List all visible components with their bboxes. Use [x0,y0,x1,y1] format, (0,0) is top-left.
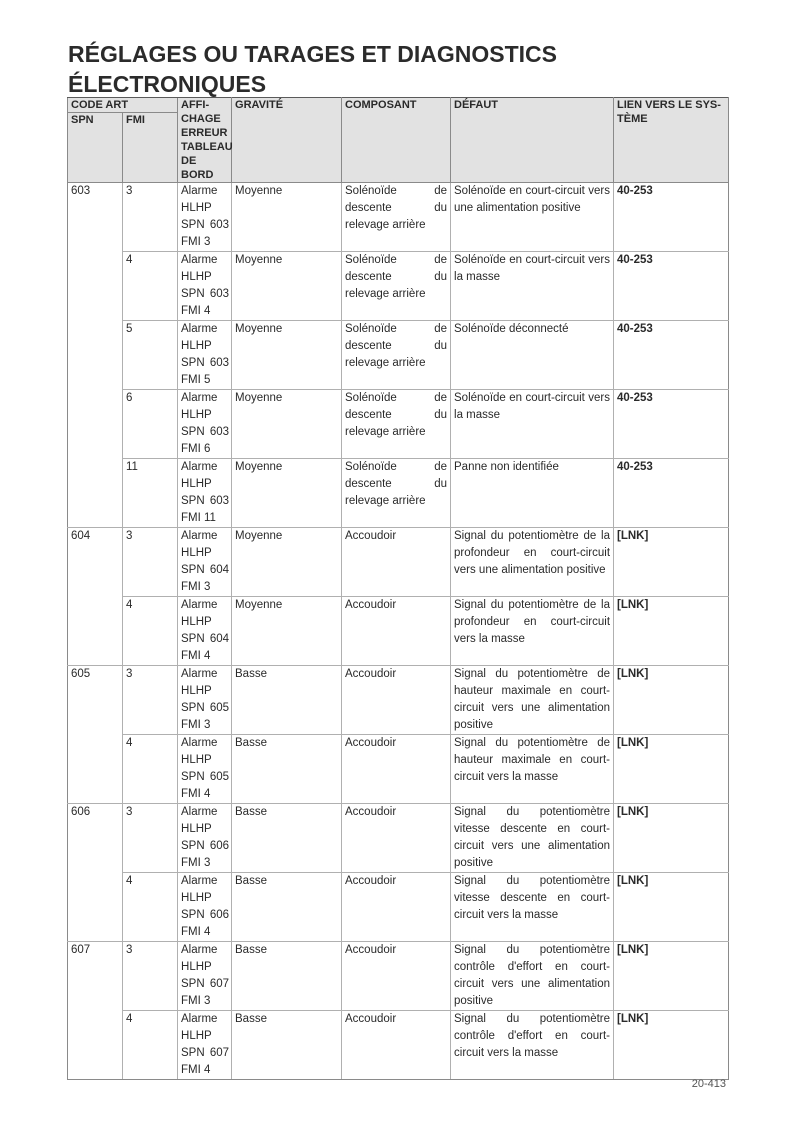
table-row [68,597,729,666]
affichage-cell: Alarme HLHP SPN 606 FMI 3 [178,804,232,873]
lien-cell: 40-253 [614,252,729,321]
affichage-cell: Alarme HLHP SPN 603 FMI 3 [178,183,232,252]
spn-cell: 607 [68,942,123,1080]
affichage-cell: Alarme HLHP SPN 603 FMI 5 [178,321,232,390]
defaut-cell: Signal du potentiomètre de hauteur maximale en court-circuit vers la masse [451,735,614,804]
gravite-cell: Basse [232,804,342,873]
header-gravite: GRAVITÉ [232,98,342,183]
affichage-cell: Alarme HLHP SPN 607 FMI 4 [178,1011,232,1080]
lien-cell: 40-253 [614,183,729,252]
composant-cell: Accoudoir [342,804,451,873]
gravite-cell: Moyenne [232,528,342,597]
lien-cell: [LNK] [614,1011,729,1080]
fmi-cell: 3 [123,666,178,735]
gravite-cell: Moyenne [232,183,342,252]
lien-cell: 40-253 [614,390,729,459]
affichage-cell: Alarme HLHP SPN 606 FMI 4 [178,873,232,942]
header-fmi: FMI [123,113,178,183]
defaut-cell: Signal du potentiomètre de la profondeur en court-circuit vers la masse [451,597,614,666]
spn-cell: 604 [68,528,123,666]
table-row [68,666,729,735]
defaut-cell: Signal du potentiomètre contrôle d'effort en court-circuit vers la masse [451,1011,614,1080]
table-body [68,183,729,1080]
fmi-cell: 4 [123,735,178,804]
defaut-cell: Solénoïde déconnecté [451,321,614,390]
gravite-cell: Moyenne [232,459,342,528]
affichage-cell: Alarme HLHP SPN 605 FMI 3 [178,666,232,735]
lien-cell: [LNK] [614,666,729,735]
table-row [68,735,729,804]
table-row [68,804,729,873]
defaut-cell: Signal du potentiomètre vitesse descente en court-circuit vers une alimentation positive [451,804,614,873]
page-title-line-2: ÉLECTRONIQUES [68,71,267,98]
composant-cell: Accoudoir [342,942,451,1011]
gravite-cell: Moyenne [232,252,342,321]
defaut-cell: Signal du potentiomètre de hauteur maximale en court-circuit vers une alimentation positive [451,666,614,735]
composant-cell: Accoudoir [342,873,451,942]
fmi-cell: 3 [123,528,178,597]
defaut-cell: Solénoïde en court-circuit vers la masse [451,252,614,321]
fmi-cell: 3 [123,183,178,252]
fmi-cell: 6 [123,390,178,459]
lien-cell: [LNK] [614,597,729,666]
page-number: 20-413 [691,1078,726,1090]
lien-cell: 40-253 [614,459,729,528]
header-affichage: AFFI- CHAGE ERREUR TABLEAU DE BORD [178,98,232,183]
gravite-cell: Moyenne [232,390,342,459]
fmi-cell: 4 [123,597,178,666]
table-row [68,183,729,252]
table-row [68,528,729,597]
composant-cell: Accoudoir [342,597,451,666]
header-code-art: CODE ART [68,98,178,113]
table-row [68,321,729,390]
table-row [68,459,729,528]
affichage-cell: Alarme HLHP SPN 604 FMI 4 [178,597,232,666]
affichage-cell: Alarme HLHP SPN 607 FMI 3 [178,942,232,1011]
composant-cell: Solénoïde de descente du relevage arrière [342,459,451,528]
lien-cell: [LNK] [614,873,729,942]
header-composant: COMPOSANT [342,98,451,183]
fmi-cell: 11 [123,459,178,528]
header-defaut: DÉFAUT [451,98,614,183]
composant-cell: Accoudoir [342,735,451,804]
composant-cell: Accoudoir [342,666,451,735]
composant-cell: Accoudoir [342,528,451,597]
affichage-cell: Alarme HLHP SPN 603 FMI 4 [178,252,232,321]
header-lien: LIEN VERS LE SYS- TÈME [614,98,729,183]
lien-cell: [LNK] [614,735,729,804]
composant-cell: Accoudoir [342,1011,451,1080]
page-title [68,39,728,99]
table-row [68,252,729,321]
composant-cell: Solénoïde de descente du relevage arrière [342,321,451,390]
fmi-cell: 4 [123,252,178,321]
lien-cell: [LNK] [614,804,729,873]
affichage-cell: Alarme HLHP SPN 603 FMI 6 [178,390,232,459]
affichage-cell: Alarme HLHP SPN 605 FMI 4 [178,735,232,804]
gravite-cell: Moyenne [232,321,342,390]
composant-cell: Solénoïde de descente du relevage arrière [342,183,451,252]
table-row [68,873,729,942]
fmi-cell: 4 [123,873,178,942]
gravite-cell: Basse [232,942,342,1011]
gravite-cell: Basse [232,1011,342,1080]
table-row [68,1011,729,1080]
composant-cell: Solénoïde de descente du relevage arrière [342,252,451,321]
gravite-cell: Basse [232,873,342,942]
table-row [68,390,729,459]
fmi-cell: 3 [123,942,178,1011]
defaut-cell: Panne non identifiée [451,459,614,528]
defaut-cell: Signal du potentiomètre contrôle d'effort en court-circuit vers une alimentation positive [451,942,614,1011]
affichage-cell: Alarme HLHP SPN 603 FMI 11 [178,459,232,528]
table-header-row-1 [68,98,729,113]
defaut-cell: Signal du potentiomètre de la profondeur en court-circuit vers une alimentation positive [451,528,614,597]
affichage-cell: Alarme HLHP SPN 604 FMI 3 [178,528,232,597]
table-row [68,942,729,1011]
gravite-cell: Basse [232,735,342,804]
lien-cell: 40-253 [614,321,729,390]
gravite-cell: Moyenne [232,597,342,666]
spn-cell: 605 [68,666,123,804]
header-spn: SPN [68,113,123,183]
lien-cell: [LNK] [614,942,729,1011]
composant-cell: Solénoïde de descente du relevage arrière [342,390,451,459]
spn-cell: 603 [68,183,123,528]
fmi-cell: 4 [123,1011,178,1080]
page-title-line-1: RÉGLAGES OU TARAGES ET DIAGNOSTICS [68,41,557,68]
fmi-cell: 3 [123,804,178,873]
spn-cell: 606 [68,804,123,942]
defaut-cell: Solénoïde en court-circuit vers la masse [451,390,614,459]
defaut-cell: Signal du potentiomètre vitesse descente en court-circuit vers la masse [451,873,614,942]
fmi-cell: 5 [123,321,178,390]
diagnostic-codes-table [67,97,729,1080]
defaut-cell: Solénoïde en court-circuit vers une alimentation positive [451,183,614,252]
lien-cell: [LNK] [614,528,729,597]
gravite-cell: Basse [232,666,342,735]
